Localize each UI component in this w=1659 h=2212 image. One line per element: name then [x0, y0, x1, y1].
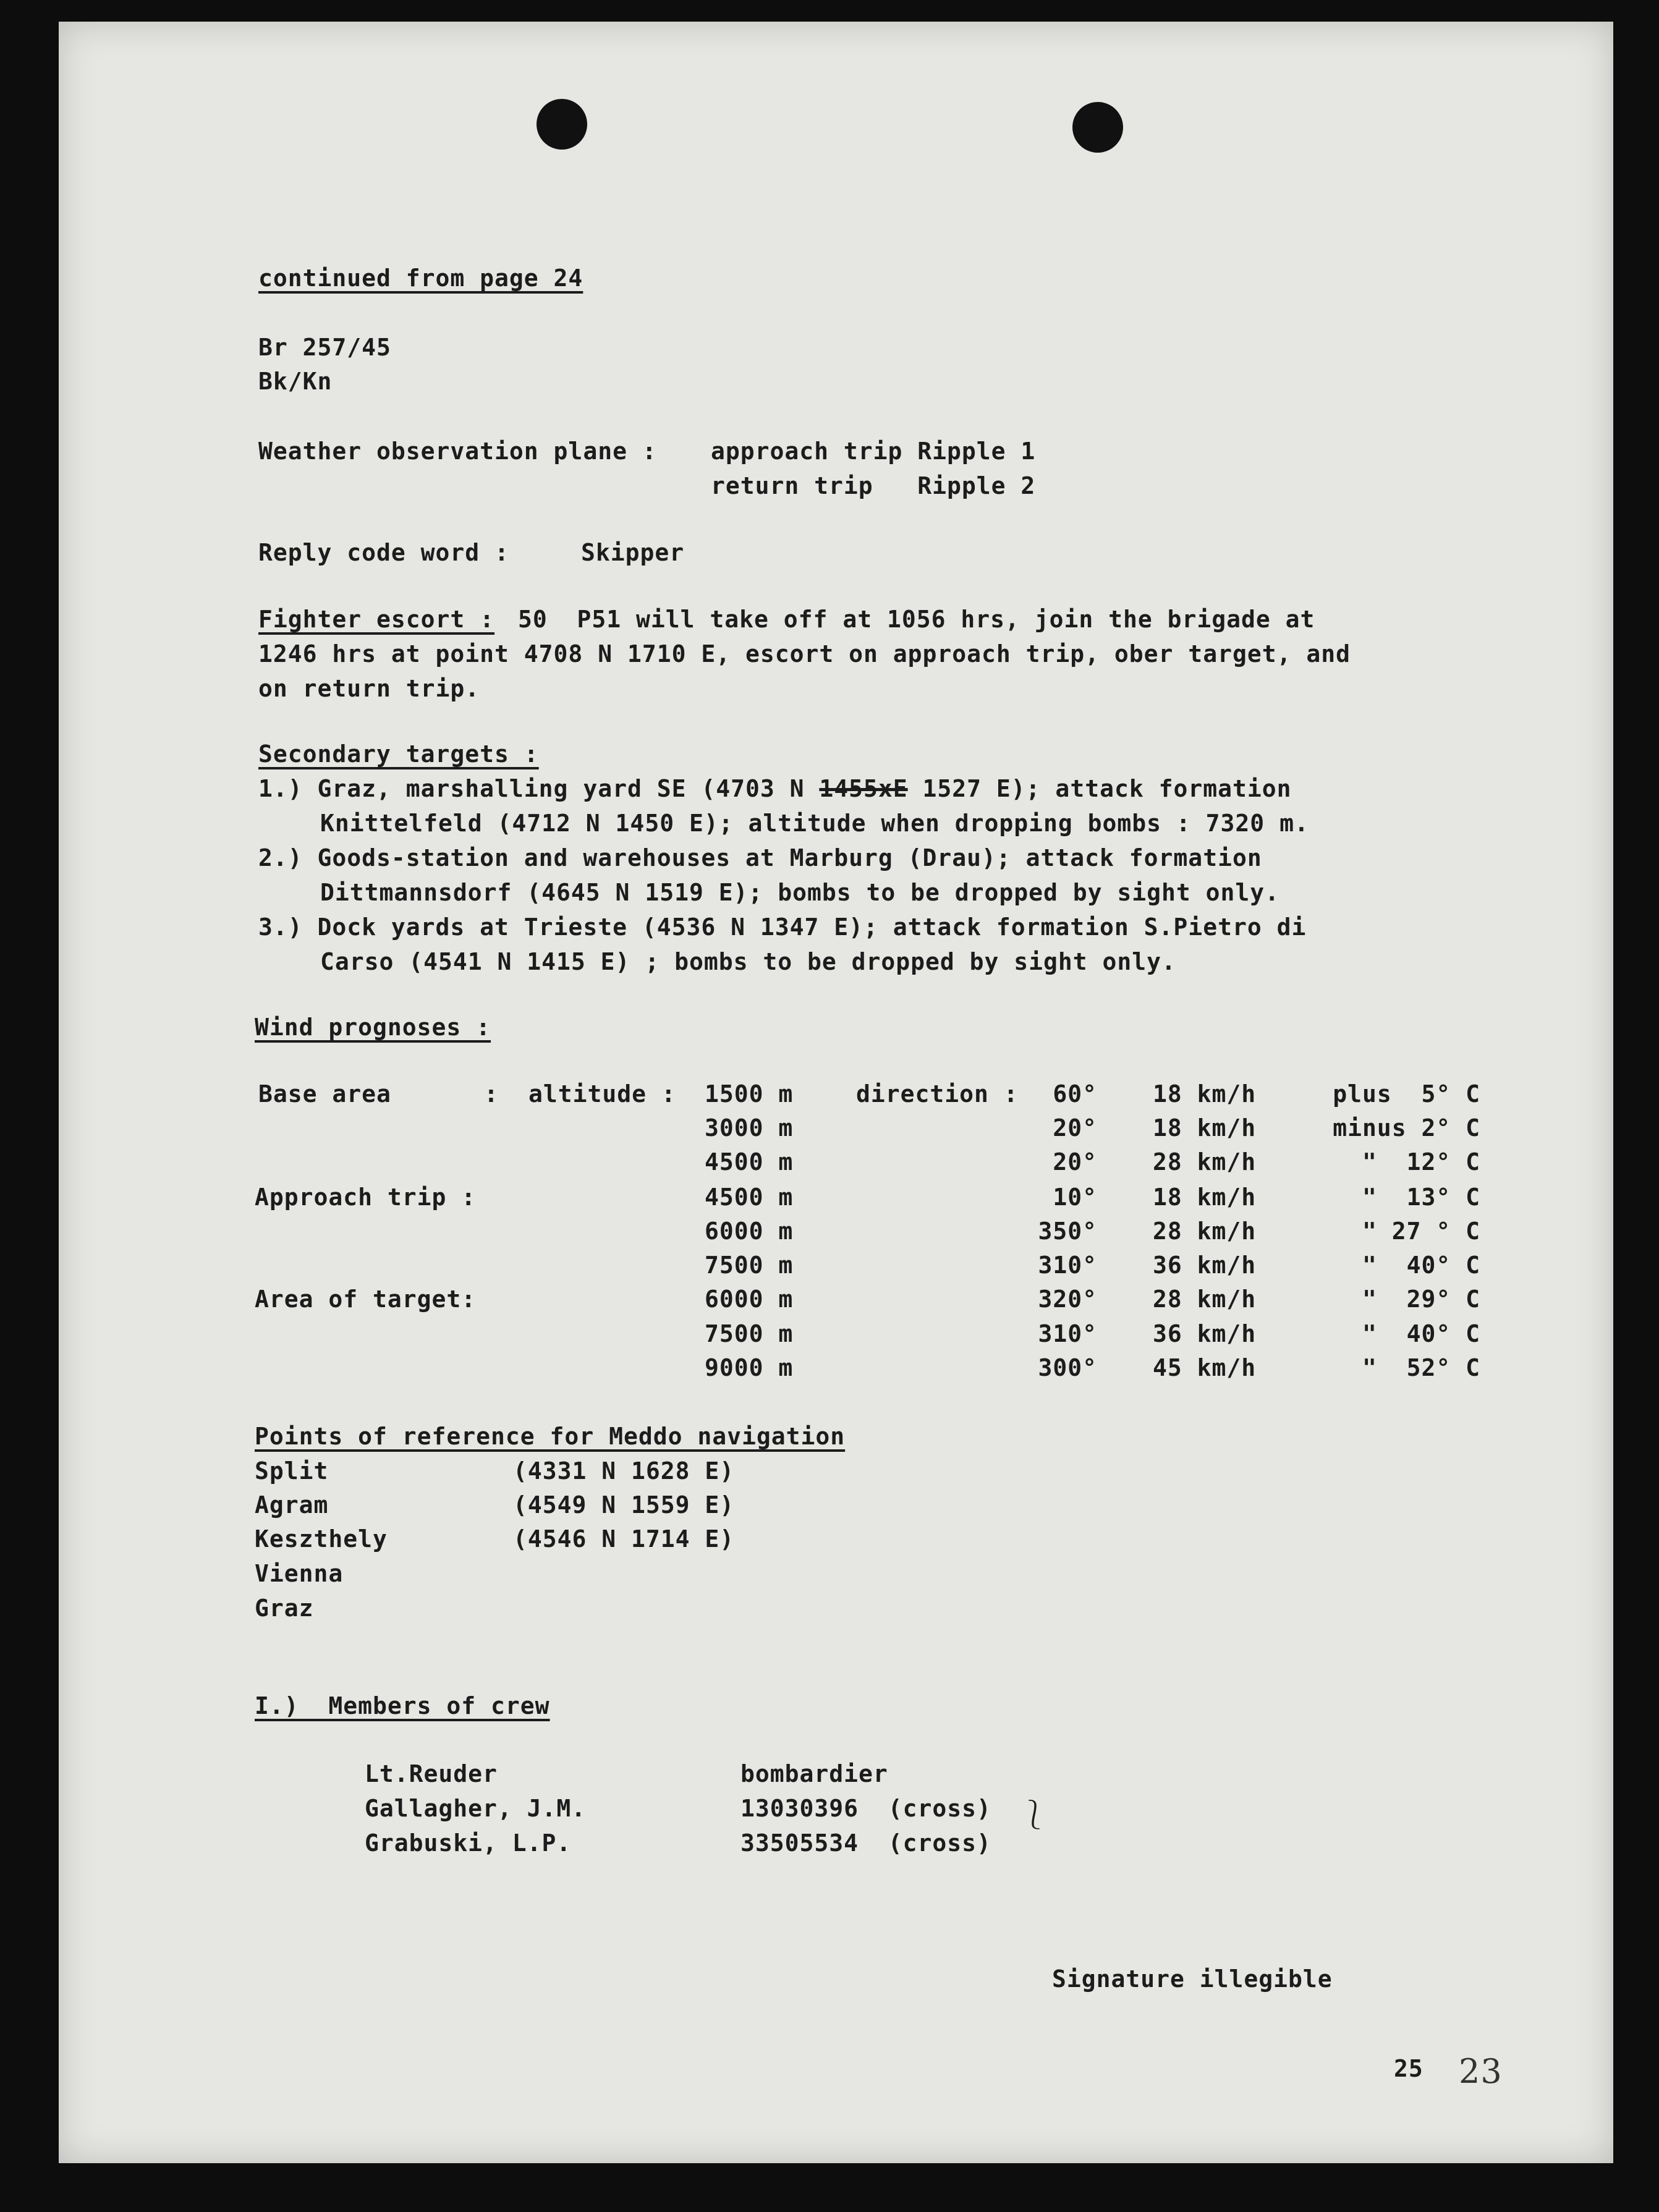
- weather-label: Weather observation plane :: [258, 438, 657, 465]
- wind-alt-cell: 4500 m: [705, 1148, 794, 1176]
- reference-point-name: Agram: [255, 1491, 329, 1519]
- fighter-heading: Fighter escort :: [258, 606, 495, 633]
- points-heading: Points of reference for Meddo navigation: [255, 1423, 846, 1450]
- initials: Bk/Kn: [258, 368, 333, 395]
- wind-alt-cell: 3000 m: [705, 1114, 794, 1142]
- wind-temp-cell: " 27 ° C: [1362, 1218, 1480, 1245]
- wind-alt-cell: 4500 m: [705, 1184, 794, 1211]
- wind-alt-cell: 7500 m: [705, 1320, 794, 1347]
- crew-member-name: Grabuski, L.P.: [365, 1829, 572, 1857]
- wind-speed-cell: 18 km/h: [1153, 1184, 1257, 1211]
- reference-point-name: Graz: [255, 1595, 314, 1622]
- secondary-target-2a: 2.) Goods-station and warehouses at Marburg (Drau); attack formation: [258, 844, 1262, 871]
- punch-hole-left: [537, 99, 587, 150]
- reference-point-name: Vienna: [255, 1560, 344, 1587]
- secondary-target-3b: Carso (4541 N 1415 E) ; bombs to be dropped by sight only.: [320, 948, 1176, 975]
- reply-value: Skipper: [581, 539, 685, 566]
- wind-alt-cell: 6000 m: [705, 1218, 794, 1245]
- handwritten-page-number: 23: [1459, 2052, 1503, 2091]
- wind-speed-cell: 36 km/h: [1153, 1252, 1257, 1279]
- wind-temp-cell: " 29° C: [1362, 1286, 1480, 1313]
- secondary-target-1a-post: 1527 E); attack formation: [907, 775, 1292, 802]
- reply-label: Reply code word :: [258, 539, 509, 566]
- wind-dir-cell: 10°: [1053, 1184, 1097, 1211]
- crew-member-info: bombardier: [740, 1760, 888, 1787]
- wind-temp-cell: " 52° C: [1362, 1354, 1480, 1381]
- wind-target-label: Area of target:: [255, 1286, 477, 1313]
- wind-speed-cell: 28 km/h: [1153, 1148, 1257, 1176]
- secondary-target-1a-pre: 1.) Graz, marshalling yard SE (4703 N: [258, 775, 820, 802]
- wind-dir-cell: 20°: [1053, 1114, 1097, 1142]
- signature: Signature illegible: [1052, 1965, 1333, 1993]
- reference-number: Br 257/45: [258, 334, 391, 361]
- wind-dir-cell: 320°: [1038, 1286, 1097, 1313]
- wind-speed-cell: 28 km/h: [1153, 1286, 1257, 1313]
- crew-member-info: 33505534 (cross): [740, 1829, 991, 1857]
- reference-point-coord: (4546 N 1714 E): [513, 1525, 735, 1553]
- wind-base-label: Base area: [258, 1080, 391, 1108]
- crew-bracket: ⎱: [1020, 1798, 1049, 1831]
- wind-alt-cell: 7500 m: [705, 1252, 794, 1279]
- wind-dir-cell: 300°: [1038, 1354, 1097, 1381]
- punch-hole-right: [1072, 102, 1123, 153]
- wind-temp-cell: " 12° C: [1362, 1148, 1480, 1176]
- wind-direction-label: direction :: [856, 1080, 1019, 1108]
- wind-speed-cell: 45 km/h: [1153, 1354, 1257, 1381]
- wind-dir-cell: 60°: [1053, 1080, 1097, 1108]
- secondary-target-3a: 3.) Dock yards at Trieste (4536 N 1347 E); attack formation S.Pietro di: [258, 913, 1307, 941]
- wind-temp-cell: " 13° C: [1362, 1184, 1480, 1211]
- reference-point-coord: (4549 N 1559 E): [513, 1491, 735, 1519]
- secondary-target-2b: Dittmannsdorf (4645 N 1519 E); bombs to be dropped by sight only.: [320, 879, 1280, 906]
- wind-dir-cell: 310°: [1038, 1252, 1097, 1279]
- wind-alt-cell: 6000 m: [705, 1286, 794, 1313]
- wind-dir-cell: 20°: [1053, 1148, 1097, 1176]
- reference-point-coord: (4331 N 1628 E): [513, 1457, 735, 1485]
- wind-dir-cell: 310°: [1038, 1320, 1097, 1347]
- secondary-target-1a: [258, 775, 1291, 802]
- wind-temp-cell: minus 2° C: [1333, 1114, 1480, 1142]
- reference-point-name: Split: [255, 1457, 329, 1485]
- struck-text: 1455xE: [819, 775, 908, 802]
- crew-member-info: 13030396 (cross): [740, 1795, 991, 1822]
- fighter-line-1: 50 P51 will take off at 1056 hrs, join the brigade at: [518, 606, 1315, 633]
- page-number: 25: [1394, 2055, 1424, 2082]
- secondary-target-1b: Knittelfeld (4712 N 1450 E); altitude when dropping bombs : 7320 m.: [320, 810, 1309, 837]
- wind-temp-cell: plus 5° C: [1333, 1080, 1480, 1108]
- wind-dir-cell: 350°: [1038, 1218, 1097, 1245]
- weather-approach: approach trip Ripple 1: [711, 438, 1036, 465]
- wind-temp-cell: " 40° C: [1362, 1320, 1480, 1347]
- wind-alt-cell: 1500 m: [705, 1080, 794, 1108]
- fighter-line-3: on return trip.: [258, 675, 480, 702]
- wind-speed-cell: 18 km/h: [1153, 1114, 1257, 1142]
- wind-temp-cell: " 40° C: [1362, 1252, 1480, 1279]
- wind-altitude-label: altitude :: [528, 1080, 676, 1108]
- crew-heading: I.) Members of crew: [255, 1692, 550, 1719]
- wind-heading: Wind prognoses :: [255, 1014, 491, 1041]
- wind-speed-cell: 28 km/h: [1153, 1218, 1257, 1245]
- continued-note: continued from page 24: [258, 265, 583, 292]
- wind-base-colon: :: [484, 1080, 499, 1108]
- wind-speed-cell: 36 km/h: [1153, 1320, 1257, 1347]
- weather-return: return trip Ripple 2: [711, 472, 1036, 499]
- wind-alt-cell: 9000 m: [705, 1354, 794, 1381]
- crew-member-name: Lt.Reuder: [365, 1760, 498, 1787]
- reference-point-name: Keszthely: [255, 1525, 388, 1553]
- secondary-heading: Secondary targets :: [258, 740, 539, 768]
- crew-member-name: Gallagher, J.M.: [365, 1795, 587, 1822]
- wind-speed-cell: 18 km/h: [1153, 1080, 1257, 1108]
- fighter-line-2: 1246 hrs at point 4708 N 1710 E, escort on approach trip, ober target, and: [258, 640, 1351, 667]
- wind-approach-label: Approach trip :: [255, 1184, 477, 1211]
